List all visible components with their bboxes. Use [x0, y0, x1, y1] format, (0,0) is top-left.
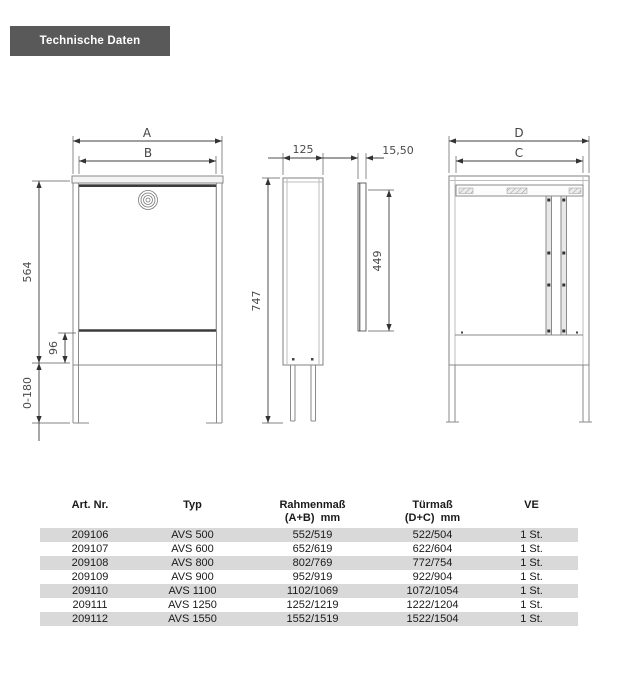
cell-rahmenmass: 802/769	[292, 557, 333, 569]
dim-label-body-height: 564	[21, 261, 34, 283]
spec-table	[40, 498, 578, 626]
cell-typ: AVS 1550	[168, 613, 217, 625]
cell-ve: 1 St.	[520, 529, 543, 541]
table-row	[40, 528, 578, 542]
cell-rahmenmass: 952/919	[292, 571, 333, 583]
cabinet-door-panel	[79, 185, 216, 331]
table-row	[40, 570, 578, 584]
col-header-rahmenmass: Rahmenmaß (A+B) mm	[279, 499, 346, 524]
dim-label-c: C	[514, 146, 524, 160]
table-row	[40, 584, 578, 598]
cell-artnr: 209108	[71, 557, 109, 569]
cell-artnr: 209106	[71, 529, 109, 541]
cell-tuermass: 1072/1054	[406, 585, 459, 597]
cabinet-side-body	[283, 178, 323, 365]
cell-artnr: 209109	[71, 571, 109, 583]
dim-label-door-thickness: 15,50	[382, 144, 414, 157]
dim-label-a: A	[142, 126, 152, 140]
cell-typ: AVS 1100	[168, 585, 217, 597]
cabinet-open-body	[449, 176, 589, 365]
cell-tuermass: 622/604	[412, 543, 453, 555]
dim-label-lower-height: 96	[47, 341, 60, 355]
cell-ve: 1 St.	[520, 543, 543, 555]
cell-tuermass: 1222/1204	[406, 599, 459, 611]
dim-label-total-height: 747	[250, 290, 263, 312]
cabinet-top-frame	[72, 176, 223, 183]
cell-artnr: 209112	[72, 613, 108, 625]
cell-ve: 1 St.	[520, 585, 543, 597]
cell-rahmenmass: 1102/1069	[286, 585, 339, 597]
col-header-tuermass: Türmaß (D+C) mm	[404, 499, 461, 524]
cell-tuermass: 922/904	[412, 571, 453, 583]
col-header-ve: VE	[524, 499, 539, 511]
cell-tuermass: 772/754	[412, 557, 453, 569]
table-row	[40, 598, 578, 612]
cell-typ: AVS 600	[171, 543, 214, 555]
table-row	[40, 556, 578, 570]
cell-typ: AVS 1250	[168, 599, 217, 611]
cell-rahmenmass: 552/519	[292, 529, 333, 541]
col-header-typ: Typ	[183, 499, 202, 511]
side-view-drawing	[250, 143, 414, 423]
table-row	[40, 612, 578, 626]
cell-ve: 1 St.	[520, 571, 543, 583]
cell-rahmenmass: 1252/1219	[286, 599, 339, 611]
table-row	[40, 542, 578, 556]
door-side-profile	[358, 183, 366, 331]
cell-ve: 1 St.	[520, 613, 543, 625]
dim-label-d: D	[514, 126, 524, 140]
cell-ve: 1 St.	[520, 599, 543, 611]
dim-label-feet-height: 0-180	[21, 377, 34, 409]
spec-table-body	[40, 528, 578, 626]
spec-table-header	[40, 498, 578, 528]
col-header-artnr: Art. Nr.	[71, 499, 109, 511]
cell-rahmenmass: 652/619	[292, 543, 333, 555]
cell-artnr: 209110	[72, 585, 108, 597]
section-title: Technische Daten	[10, 26, 170, 56]
cell-tuermass: 1522/1504	[406, 613, 459, 625]
cell-artnr: 209111	[72, 599, 108, 611]
dim-label-door-height: 449	[371, 250, 384, 272]
dim-label-b: B	[143, 146, 153, 160]
front-view-drawing	[21, 126, 223, 441]
cell-ve: 1 St.	[520, 557, 543, 569]
cell-typ: AVS 800	[171, 557, 214, 569]
cell-rahmenmass: 1552/1519	[286, 613, 339, 625]
dim-label-depth: 125	[292, 143, 314, 156]
cell-typ: AVS 900	[171, 571, 214, 583]
cell-typ: AVS 500	[171, 529, 214, 541]
technical-drawings	[0, 115, 618, 460]
cell-artnr: 209107	[71, 543, 109, 555]
door-frame-view-drawing	[446, 126, 592, 422]
cell-tuermass: 522/504	[412, 529, 453, 541]
